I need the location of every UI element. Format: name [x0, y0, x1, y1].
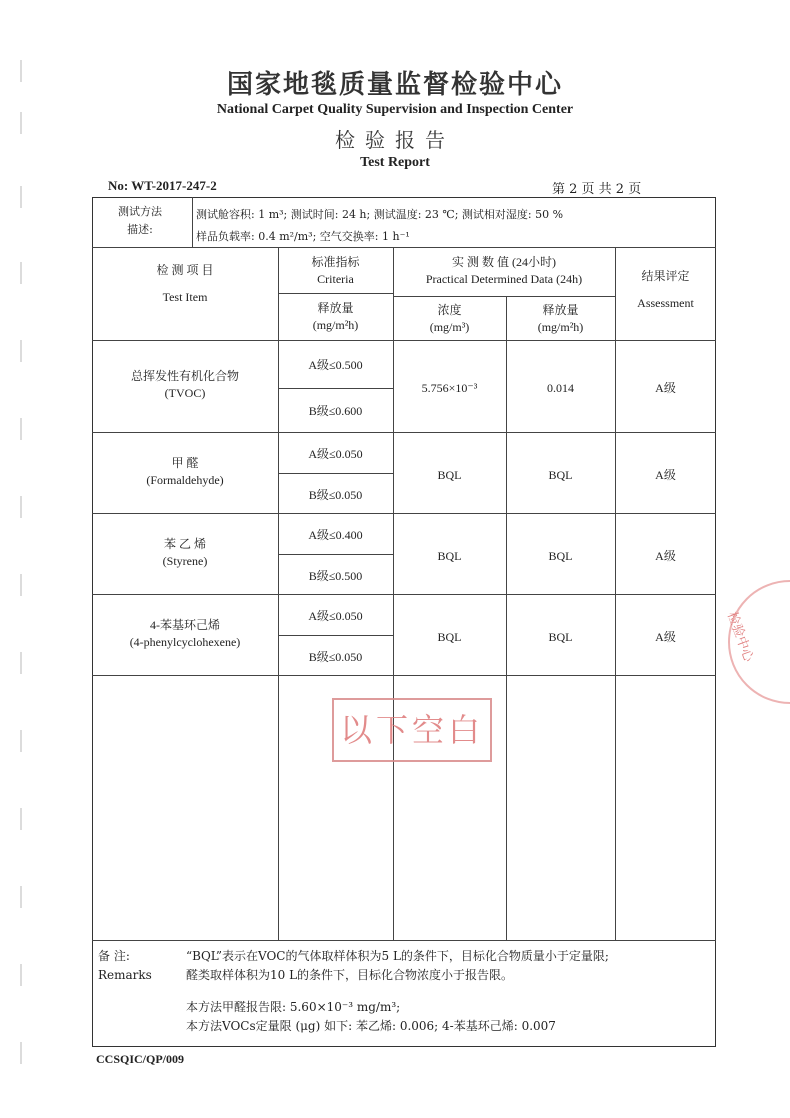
remarks-line-1: “BQL”表示在VOC的气体取样体积为5 L的条件下，目标化合物质量小于定量限; — [186, 949, 609, 963]
row-concentration: BQL — [437, 468, 462, 482]
header-concentration — [393, 302, 506, 337]
remarks-line-4: 本方法VOCs定量限 (μg) 如下: 苯乙烯: 0.006; 4-苯基环己烯: 0.007 — [186, 1019, 556, 1033]
table-rule — [278, 247, 279, 940]
row-styrene-name — [92, 536, 278, 571]
report-title-en: Test Report — [360, 155, 430, 170]
header-data-en: Practical Determined Data (24h) — [425, 272, 583, 287]
table-rule — [393, 296, 615, 297]
row-assessment: A级 — [655, 630, 676, 644]
binder-mark — [20, 886, 22, 908]
header-criteria-cn: 标准指标 — [311, 255, 360, 269]
test-conditions-line-1: 测试舱容积: 1 m³; 测试时间: 24 h; 测试温度: 23 ℃; 测试相对湿度: 50 % — [196, 208, 564, 221]
test-method-label: 测试方法 — [118, 205, 162, 218]
header-emission-cn: 释放量 — [542, 303, 579, 317]
row-name-en: (Styrene) — [162, 554, 208, 569]
row-concentration: 5.756×10⁻³ — [421, 381, 478, 395]
row-concentration: BQL — [437, 549, 462, 563]
header-concentration-unit: (mg/m³) — [429, 320, 470, 335]
row-criteria-b: B级≤0.050 — [308, 650, 363, 664]
row-criteria-b: B级≤0.500 — [308, 569, 363, 583]
table-rule — [278, 388, 393, 389]
center-title-en: National Carpet Quality Supervision and Inspection Center — [216, 102, 574, 117]
table-rule — [615, 247, 616, 940]
table-rule — [192, 197, 193, 247]
header-test-item-en: Test Item — [162, 290, 208, 305]
header-concentration-cn: 浓度 — [437, 303, 462, 317]
row-name-cn: 甲 醛 — [171, 456, 199, 470]
inspection-seal-text: 检验中心 — [723, 610, 756, 665]
header-criteria-release-cn: 释放量 — [317, 301, 354, 315]
binder-mark — [20, 964, 22, 986]
header-criteria-en: Criteria — [317, 272, 354, 287]
remarks-label-cn: 备 注: — [98, 949, 130, 963]
header-assessment-cn: 结果评定 — [641, 269, 690, 283]
table-rule — [92, 340, 716, 341]
table-rule — [92, 940, 716, 941]
document-code: CCSQIC/QP/009 — [96, 1052, 185, 1066]
remarks-label — [98, 947, 152, 985]
table-rule — [92, 513, 716, 514]
binder-mark — [20, 1042, 22, 1064]
table-rule — [92, 594, 716, 595]
binder-mark — [20, 340, 22, 362]
binder-mark — [20, 418, 22, 440]
row-criteria-b: B级≤0.050 — [308, 488, 363, 502]
table-rule — [92, 432, 716, 433]
binder-mark — [20, 808, 22, 830]
row-release: 0.014 — [547, 381, 574, 395]
table-rule — [92, 675, 716, 676]
binder-mark — [20, 186, 22, 208]
row-name-cn: 苯 乙 烯 — [163, 537, 206, 551]
row-name-cn: 总挥发性有机化合物 — [130, 369, 239, 383]
table-rule — [393, 247, 394, 940]
header-emission-unit: (mg/m²h) — [537, 320, 584, 335]
test-conditions-line-2: 样品负载率: 0.4 m²/m³; 空气交换率: 1 h⁻¹ — [196, 230, 410, 243]
row-name-en: (TVOC) — [164, 386, 206, 401]
blank-below-stamp: 以下空白 — [332, 698, 492, 762]
row-name-en: (Formaldehyde) — [146, 473, 224, 488]
table-rule — [278, 554, 393, 555]
row-name-en: (4-phenylcyclohexene) — [129, 635, 241, 650]
header-criteria — [278, 254, 393, 289]
table-rule — [278, 473, 393, 474]
row-criteria-b: B级≤0.600 — [308, 404, 363, 418]
row-criteria-a: A级≤0.400 — [308, 528, 363, 542]
remarks-label-en: Remarks — [98, 968, 152, 983]
row-criteria-a: A级≤0.500 — [308, 358, 363, 372]
row-criteria-a: A级≤0.050 — [308, 447, 363, 461]
header-assessment-en: Assessment — [637, 296, 694, 311]
header-data-cn: 实 测 数 值 (24小时) — [452, 255, 556, 269]
row-criteria-a: A级≤0.050 — [308, 609, 363, 623]
header-criteria-release — [278, 300, 393, 335]
row-release: BQL — [548, 630, 573, 644]
row-assessment: A级 — [655, 381, 676, 395]
row-phenylcyclohexene-name — [92, 617, 278, 652]
row-assessment: A级 — [655, 549, 676, 563]
header-emission — [506, 302, 615, 337]
page-indicator: 第 2 页 共 2 页 — [552, 182, 642, 197]
binder-mark — [20, 262, 22, 284]
test-conditions-label — [100, 203, 180, 238]
table-rule — [278, 635, 393, 636]
row-release: BQL — [548, 549, 573, 563]
header-criteria-release-unit: (mg/m²h) — [312, 318, 359, 333]
binder-mark — [20, 652, 22, 674]
row-release: BQL — [548, 468, 573, 482]
table-rule — [278, 293, 393, 294]
row-formaldehyde-name — [92, 455, 278, 490]
row-name-cn: 4-苯基环己烯 — [150, 618, 220, 632]
table-rule — [92, 247, 716, 248]
row-concentration: BQL — [437, 630, 462, 644]
remarks-line-3: 本方法甲醛报告限: 5.60×10⁻³ mg/m³; — [186, 1000, 401, 1014]
report-title-cn: 检验报告 — [335, 128, 455, 152]
center-title-cn: 国家地毯质量监督检验中心 — [226, 70, 563, 100]
header-test-item — [92, 262, 278, 307]
header-test-item-cn: 检 测 项 目 — [156, 263, 214, 277]
binder-mark — [20, 496, 22, 518]
header-assessment — [615, 268, 716, 313]
remarks-line-2: 醛类取样体积为10 L的条件下，目标化合物浓度小于报告限。 — [186, 968, 514, 982]
row-tvoc-name — [92, 368, 278, 403]
binder-mark — [20, 574, 22, 596]
row-assessment: A级 — [655, 468, 676, 482]
description-label: 描述: — [127, 222, 153, 236]
binder-mark — [20, 730, 22, 752]
header-determined-data — [393, 254, 615, 289]
report-number: No: WT-2017-247-2 — [108, 178, 217, 193]
